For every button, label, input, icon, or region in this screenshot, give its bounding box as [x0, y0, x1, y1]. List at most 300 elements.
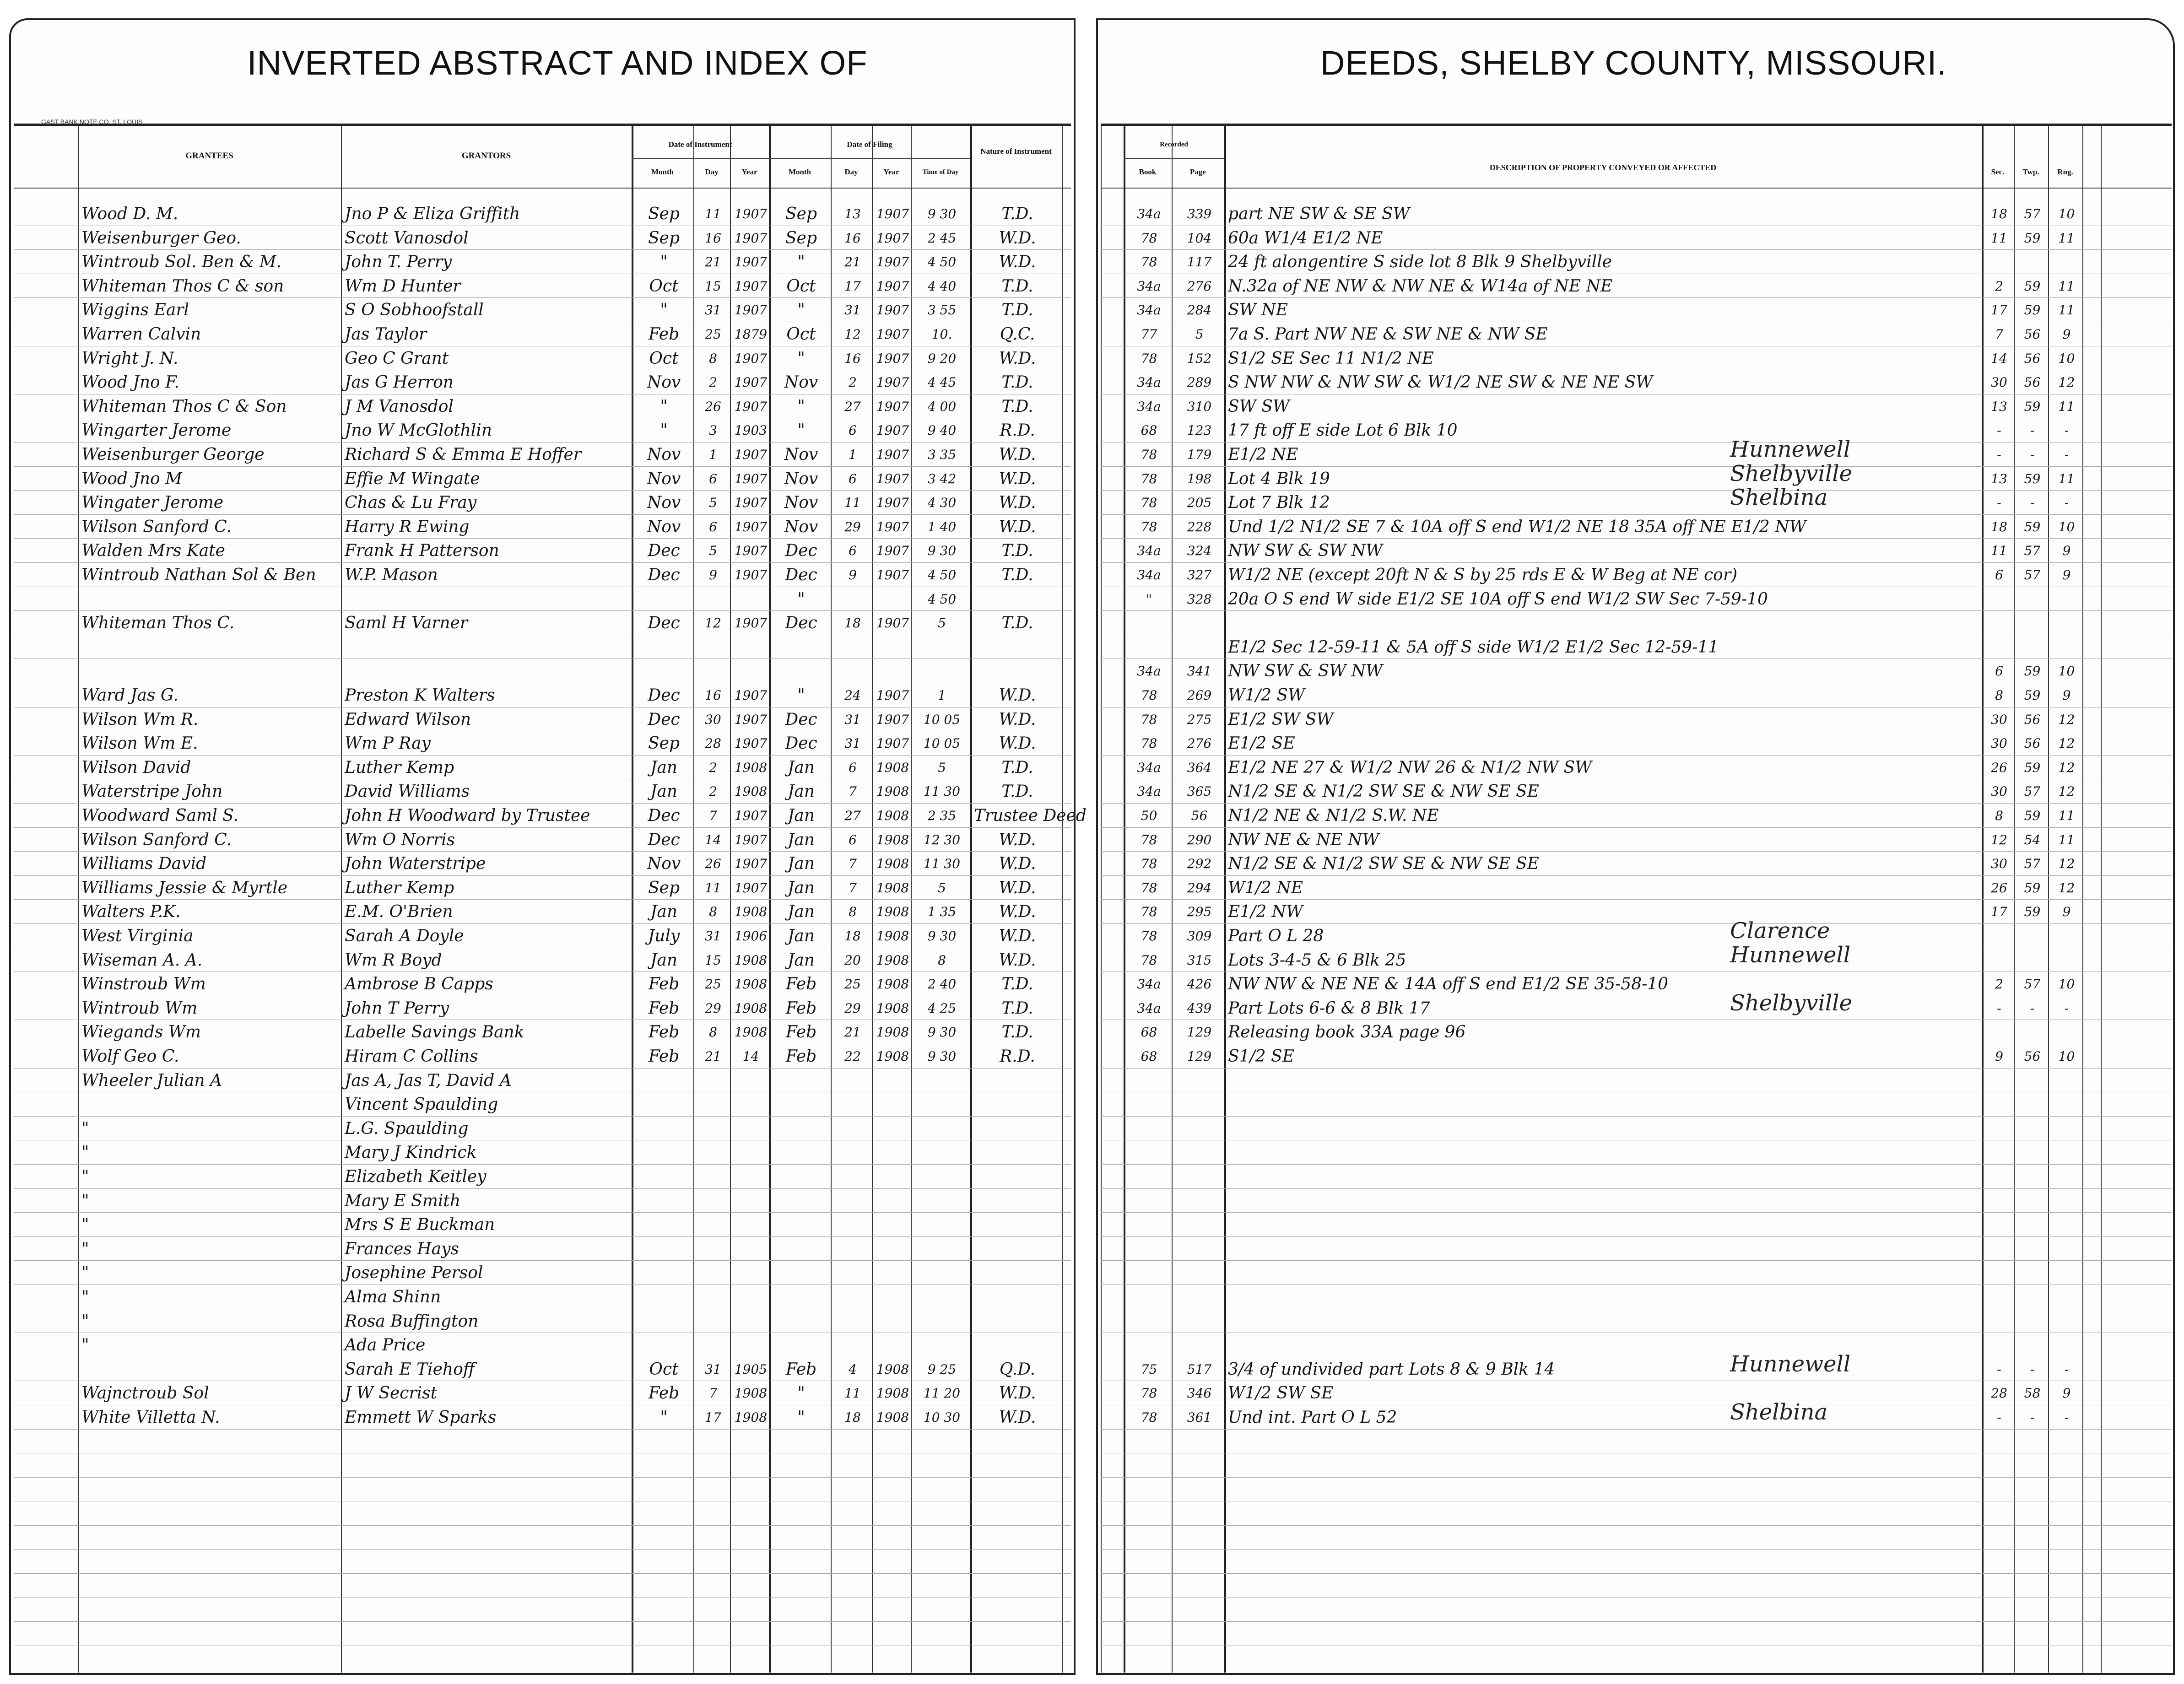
fy-cell: 1907 — [876, 567, 909, 583]
nat-cell: Q.C. — [1000, 325, 1035, 344]
place-annotation: Shelbyville — [1730, 461, 1852, 486]
desc-cell: E1/2 NW — [1228, 902, 1303, 921]
sec-cell: 14 — [1991, 351, 2007, 366]
fy-cell: 1907 — [876, 231, 909, 246]
fd-cell: 13 — [844, 206, 861, 221]
im-cell — [635, 1068, 692, 1092]
id-cell: 8 — [709, 1025, 717, 1040]
iy-cell: 1907 — [734, 567, 768, 583]
twp-cell — [2017, 1068, 2047, 1092]
sec-cell: - — [1997, 1410, 2001, 1425]
sec-cell — [1985, 635, 2013, 658]
table-row — [0, 610, 2184, 634]
book-cell: 78 — [1141, 736, 1157, 751]
fm-cell: Jan — [787, 879, 815, 897]
im-cell — [635, 1140, 692, 1164]
iy-cell: 1908 — [734, 1410, 768, 1425]
nat-cell — [974, 1188, 1061, 1212]
fm-cell — [773, 1068, 830, 1092]
nat-cell — [974, 1309, 1061, 1333]
grantor-cell: Alma Shinn — [345, 1288, 441, 1306]
nat-cell: W.D. — [999, 493, 1036, 512]
desc-cell: 60a W1/4 E1/2 NE — [1228, 229, 1383, 248]
im-cell — [635, 1188, 692, 1212]
ft-cell — [914, 1188, 969, 1212]
rng-cell — [2052, 1309, 2081, 1333]
page-cell: 56 — [1191, 808, 1208, 823]
fm-cell — [773, 1116, 830, 1140]
year-heading: Year — [741, 167, 757, 176]
iy-cell: 1908 — [734, 904, 768, 919]
nat-cell — [974, 1164, 1061, 1188]
nat-cell: W.D. — [999, 253, 1036, 271]
ft-cell: 9 30 — [927, 928, 957, 944]
fy-cell: 1908 — [876, 977, 909, 992]
sec-cell: 30 — [1991, 712, 2007, 727]
rng-cell — [2052, 948, 2081, 972]
id-cell: 21 — [705, 1049, 721, 1064]
nat-cell: W.D. — [999, 349, 1036, 368]
fd-cell: 7 — [849, 880, 857, 896]
twp-cell: 57 — [2024, 543, 2041, 558]
grantor-cell: Mrs S E Buckman — [345, 1215, 495, 1234]
sec-cell: 13 — [1991, 471, 2007, 486]
desc-cell — [1228, 1188, 1981, 1212]
book-cell: 78 — [1141, 688, 1157, 703]
grantee-cell: Williams David — [81, 854, 207, 873]
im-cell: " — [660, 1408, 668, 1427]
twp-cell: 59 — [2024, 880, 2041, 896]
twp-cell: - — [2030, 447, 2035, 462]
filing-day-heading: Day — [844, 167, 858, 176]
table-row — [0, 201, 2184, 225]
grantee-cell: " — [81, 1312, 89, 1331]
twp-cell: 59 — [2024, 808, 2041, 823]
ft-cell: 1 — [938, 688, 946, 703]
grantee-cell: Wintroub Sol. Ben & M. — [81, 253, 282, 271]
fd-cell — [834, 1140, 871, 1164]
ft-cell: 1 40 — [927, 519, 957, 534]
ft-cell: 3 55 — [927, 302, 957, 318]
desc-cell — [1228, 1068, 1981, 1092]
fy-cell: 1907 — [876, 351, 909, 366]
iy-cell — [734, 1140, 768, 1164]
iy-cell: 1879 — [734, 327, 768, 342]
ft-cell: 11 20 — [923, 1386, 961, 1401]
sec-cell — [1985, 587, 2013, 610]
book-cell: 78 — [1141, 519, 1157, 534]
ft-cell: 2 45 — [927, 231, 957, 246]
printer-mark: GAST BANK NOTE CO. ST. LOUIS — [41, 118, 143, 125]
table-row — [0, 707, 2184, 731]
ft-cell: 4 50 — [927, 254, 957, 270]
book-cell — [1127, 610, 1171, 634]
table-row — [0, 827, 2184, 851]
ft-cell — [914, 1212, 969, 1236]
iy-cell: 1907 — [734, 736, 768, 751]
grantor-cell: Ambrose B Capps — [345, 975, 493, 993]
sec-cell — [1985, 1188, 2013, 1212]
im-cell: Jan — [650, 951, 678, 970]
nat-cell: W.D. — [999, 902, 1036, 921]
grantor-cell: Jno W McGlothlin — [345, 421, 492, 440]
nat-cell: W.D. — [999, 1408, 1036, 1427]
page-cell — [1175, 1285, 1223, 1308]
table-row — [0, 322, 2184, 345]
ft-cell: 10. — [931, 327, 952, 342]
fy-cell: 1908 — [876, 1025, 909, 1040]
sec-cell — [1985, 1164, 2013, 1188]
im-cell: Dec — [648, 831, 680, 849]
twp-cell — [2017, 1285, 2047, 1308]
book-cell — [1127, 1092, 1171, 1116]
im-cell: Sep — [648, 205, 680, 223]
iy-cell — [734, 1188, 768, 1212]
fy-cell — [876, 658, 910, 682]
time-of-day-heading: Time of Day — [922, 168, 959, 176]
sec-cell: 30 — [1991, 375, 2007, 390]
fy-cell: 1908 — [876, 1001, 909, 1016]
fm-cell: Jan — [787, 831, 815, 849]
place-annotation: Shelbina — [1730, 485, 1828, 510]
id-cell: 6 — [709, 471, 717, 486]
grantee-cell: Wintroub Wm — [81, 999, 198, 1018]
desc-cell — [1228, 1285, 1981, 1308]
book-cell: 34a — [1137, 399, 1161, 414]
im-cell: Oct — [649, 277, 679, 296]
row-rule-right — [1101, 1525, 2172, 1526]
iy-cell: 1907 — [734, 543, 768, 558]
book-cell — [1127, 1140, 1171, 1164]
im-cell — [635, 1285, 692, 1308]
sec-cell — [1985, 1212, 2013, 1236]
rng-cell: 12 — [2058, 736, 2075, 751]
grantor-cell: John T Perry — [345, 999, 449, 1018]
table-row — [0, 1405, 2184, 1429]
fy-cell: 1908 — [876, 1362, 909, 1377]
page-cell: 315 — [1187, 953, 1212, 968]
ft-cell: 9 30 — [927, 206, 957, 221]
rng-cell — [2052, 1164, 2081, 1188]
sec-cell: 12 — [1991, 832, 2007, 847]
fy-cell: 1908 — [876, 953, 909, 968]
desc-cell: E1/2 Sec 12-59-11 & 5A off S side W1/2 E1/2 Sec 12-59-11 — [1228, 638, 1719, 657]
twp-cell — [2017, 249, 2047, 273]
ft-cell: 9 30 — [927, 1049, 957, 1064]
fm-cell: Nov — [784, 493, 818, 512]
grantee-cell: Wiggins Earl — [81, 301, 189, 319]
grantee-cell: Wiseman A. A. — [81, 951, 203, 970]
nat-cell — [974, 1236, 1061, 1260]
fd-cell: 16 — [844, 351, 861, 366]
ft-cell: 5 — [938, 615, 946, 631]
place-annotation: Shelbyville — [1730, 990, 1852, 1016]
im-cell: Feb — [648, 1047, 680, 1066]
day-heading: Day — [705, 167, 719, 176]
right-page-title: DEEDS, SHELBY COUNTY, MISSOURI. — [1320, 44, 1947, 82]
iy-cell: 1907 — [734, 375, 768, 390]
grantee-cell — [81, 1357, 340, 1381]
ft-cell: 10 05 — [923, 736, 961, 751]
twp-cell: 57 — [2024, 977, 2041, 992]
header-rule-left — [14, 124, 1071, 126]
fd-cell — [834, 1212, 871, 1236]
fm-cell — [773, 1092, 830, 1116]
rng-cell — [2052, 1068, 2081, 1092]
fy-cell: 1908 — [876, 832, 909, 847]
rng-cell: 12 — [2058, 880, 2075, 896]
id-cell: 1 — [709, 447, 717, 462]
grantee-cell — [81, 635, 340, 658]
fd-cell: 21 — [844, 1025, 861, 1040]
im-cell: " — [660, 301, 668, 319]
grantee-cell — [81, 587, 340, 610]
desc-cell: N1/2 SE & N1/2 SW SE & NW SE SE — [1228, 854, 1539, 873]
sec-cell — [1985, 1333, 2013, 1356]
nat-cell: W.D. — [999, 951, 1036, 970]
nat-cell: W.D. — [999, 1384, 1036, 1403]
fy-cell: 1907 — [876, 279, 909, 294]
book-cell — [1127, 1333, 1171, 1356]
desc-cell: N1/2 NE & N1/2 S.W. NE — [1228, 806, 1439, 825]
iy-cell: 1907 — [734, 615, 768, 631]
fy-cell: 1907 — [876, 615, 909, 631]
sec-cell: 18 — [1991, 206, 2007, 221]
sec-cell — [1985, 1020, 2013, 1043]
iy-cell — [734, 1236, 768, 1260]
ft-cell: 4 50 — [927, 592, 957, 607]
grantor-cell: Wm D Hunter — [345, 277, 461, 296]
twp-cell: 57 — [2024, 856, 2041, 871]
table-row — [0, 514, 2184, 538]
twp-cell: 58 — [2024, 1386, 2041, 1401]
rng-cell — [2052, 1260, 2081, 1284]
ft-cell — [914, 1140, 969, 1164]
iy-cell: 1907 — [734, 302, 768, 318]
rng-cell: 12 — [2058, 856, 2075, 871]
grantee-cell: Wright J. N. — [81, 349, 178, 368]
fy-cell — [876, 1333, 910, 1356]
table-row — [0, 1044, 2184, 1068]
id-cell: 9 — [709, 567, 717, 583]
grantor-cell: Jas G Herron — [345, 373, 454, 392]
sec-cell: 6 — [1995, 567, 2003, 583]
page-cell — [1175, 1068, 1223, 1092]
im-cell: Feb — [648, 325, 680, 344]
fd-cell: 27 — [844, 399, 861, 414]
fm-cell: Jan — [787, 951, 815, 970]
rng-cell: 9 — [2062, 1386, 2071, 1401]
sec-cell: 8 — [1995, 688, 2003, 703]
im-cell: " — [660, 253, 668, 271]
rng-cell: 9 — [2062, 688, 2071, 703]
fm-cell: Feb — [785, 1023, 817, 1042]
fd-cell: 18 — [844, 928, 861, 944]
fm-cell: Nov — [784, 373, 818, 392]
page-cell: 324 — [1187, 543, 1212, 558]
nat-cell: T.D. — [1001, 301, 1033, 319]
iy-cell: 1907 — [734, 832, 768, 847]
ft-cell — [914, 1092, 969, 1116]
fm-cell: " — [797, 1408, 805, 1427]
id-cell: 8 — [709, 904, 717, 919]
fy-cell: 1907 — [876, 447, 909, 462]
table-row — [0, 755, 2184, 779]
rng-cell: 11 — [2058, 399, 2075, 414]
rng-cell — [2052, 1212, 2081, 1236]
sec-cell — [1985, 1140, 2013, 1164]
rng-cell: - — [2064, 495, 2069, 510]
book-cell: 78 — [1141, 953, 1157, 968]
desc-cell — [1228, 610, 1981, 634]
grantor-cell: J M Vanosdol — [345, 397, 454, 416]
iy-cell — [734, 1285, 768, 1308]
iy-cell: 1907 — [734, 712, 768, 727]
sec-cell: - — [1997, 1362, 2001, 1377]
fm-cell: Nov — [784, 518, 818, 536]
book-cell: 78 — [1141, 904, 1157, 919]
desc-cell: N.32a of NE NW & NW NE & W14a of NE NE — [1228, 277, 1613, 296]
book-cell — [1127, 1116, 1171, 1140]
book-cell: 78 — [1141, 928, 1157, 944]
twp-cell: - — [2030, 1362, 2035, 1377]
fd-cell: 29 — [844, 1001, 861, 1016]
book-cell: 77 — [1141, 327, 1157, 342]
fd-cell: 12 — [844, 327, 861, 342]
fm-cell: " — [797, 1384, 805, 1403]
im-cell: Dec — [648, 686, 680, 705]
grantor-cell: Harry R Ewing — [345, 518, 470, 536]
book-cell: 75 — [1141, 1362, 1157, 1377]
fm-cell: Jan — [787, 854, 815, 873]
ft-cell: 12 30 — [923, 832, 961, 847]
book-cell: 34a — [1137, 279, 1161, 294]
row-rule-left — [14, 1549, 1071, 1550]
twp-cell: 59 — [2024, 760, 2041, 775]
grantee-cell: Williams Jessie & Myrtle — [81, 879, 288, 897]
desc-cell: Lot 7 Blk 12 — [1228, 493, 1330, 512]
iy-cell — [734, 1092, 768, 1116]
iy-cell: 1907 — [734, 279, 768, 294]
page-cell: 117 — [1187, 254, 1212, 270]
rng-cell: 9 — [2062, 327, 2071, 342]
fd-cell — [834, 1164, 871, 1188]
book-cell — [1127, 1164, 1171, 1188]
table-row — [0, 1164, 2184, 1188]
desc-cell: N1/2 SE & N1/2 SW SE & NW SE SE — [1228, 782, 1539, 801]
nat-cell — [974, 1260, 1061, 1284]
rng-cell: 10 — [2058, 351, 2075, 366]
iy-cell: 1907 — [734, 206, 768, 221]
iy-cell — [734, 1164, 768, 1188]
book-cell: 34a — [1137, 375, 1161, 390]
book-cell — [1127, 1285, 1171, 1308]
rng-cell — [2052, 1140, 2081, 1164]
table-row — [0, 731, 2184, 755]
nat-cell: T.D. — [1001, 397, 1033, 416]
grantor-cell: Elizabeth Keitley — [345, 1167, 487, 1186]
im-cell — [635, 1116, 692, 1140]
id-cell: 2 — [709, 760, 717, 775]
page-cell — [1175, 1333, 1223, 1356]
row-rule-left — [14, 1429, 1071, 1430]
id-cell — [697, 1188, 729, 1212]
rng-cell: - — [2064, 1001, 2069, 1016]
fd-cell — [834, 1333, 871, 1356]
date-filing-heading: Date of Filing — [847, 140, 892, 149]
id-cell: 16 — [705, 688, 721, 703]
iy-cell — [734, 635, 768, 658]
twp-cell: 56 — [2024, 736, 2041, 751]
fm-cell: " — [797, 253, 805, 271]
page-cell: 5 — [1195, 327, 1204, 342]
table-row — [0, 297, 2184, 321]
sec-cell: 8 — [1995, 808, 2003, 823]
id-cell: 8 — [709, 351, 717, 366]
fy-cell: 1907 — [876, 519, 909, 534]
grantor-cell: Labelle Savings Bank — [345, 1023, 524, 1042]
book-cell — [1127, 1212, 1171, 1236]
sec-cell — [1985, 1116, 2013, 1140]
desc-cell — [1228, 1092, 1981, 1116]
im-cell: Feb — [648, 975, 680, 993]
page-cell — [1175, 1092, 1223, 1116]
desc-cell: Part O L 28 — [1228, 927, 1324, 945]
fd-cell: 22 — [844, 1049, 861, 1064]
grantor-cell: Chas & Lu Fray — [345, 493, 477, 512]
nat-cell: W.D. — [999, 518, 1036, 536]
nat-cell: T.D. — [1001, 614, 1033, 632]
fy-cell: 1908 — [876, 1386, 909, 1401]
fy-cell — [876, 1260, 910, 1284]
grantor-cell: J W Secrist — [345, 1384, 438, 1403]
ft-cell: 4 25 — [927, 1001, 957, 1016]
id-cell — [697, 1140, 729, 1164]
rng-cell: 10 — [2058, 206, 2075, 221]
twp-cell — [2017, 1212, 2047, 1236]
ft-cell: 4 50 — [927, 567, 957, 583]
table-row — [0, 1236, 2184, 1260]
table-row — [0, 587, 2184, 610]
nat-cell: T.D. — [1001, 566, 1033, 584]
im-cell: Nov — [647, 470, 681, 488]
fd-cell: 1 — [849, 447, 857, 462]
fm-cell — [773, 635, 830, 658]
grantee-cell: West Virginia — [81, 927, 194, 945]
im-cell: Jan — [650, 902, 678, 921]
sec-cell — [1985, 610, 2013, 634]
page-cell: 276 — [1187, 736, 1212, 751]
iy-cell: 1908 — [734, 953, 768, 968]
fm-cell: Feb — [785, 975, 817, 993]
fd-cell: 6 — [849, 471, 857, 486]
fd-cell: 6 — [849, 760, 857, 775]
fy-cell: 1907 — [876, 471, 909, 486]
nat-cell: W.D. — [999, 831, 1036, 849]
iy-cell — [734, 1116, 768, 1140]
rng-cell — [2052, 1285, 2081, 1308]
fm-cell: Dec — [785, 541, 817, 560]
nat-cell — [974, 1140, 1061, 1164]
sec-cell: 2 — [1995, 279, 2003, 294]
id-cell: 11 — [705, 880, 721, 896]
ft-cell: 9 30 — [927, 1025, 957, 1040]
rng-cell — [2052, 923, 2081, 947]
id-cell — [697, 1309, 729, 1333]
twp-cell: 59 — [2024, 904, 2041, 919]
rng-heading: Rng. — [2057, 167, 2073, 176]
fy-cell: 1907 — [876, 206, 909, 221]
